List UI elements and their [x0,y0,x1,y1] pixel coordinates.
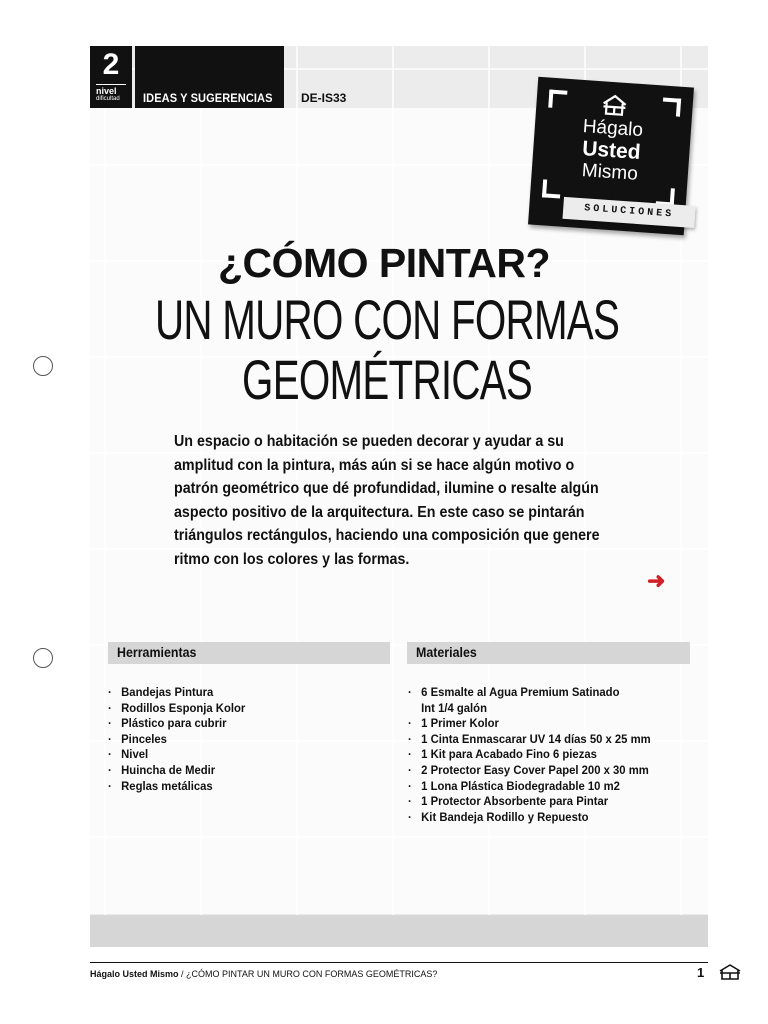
list-item: · Bandejas Pintura [108,685,245,701]
list-item: · 6 Esmalte al Agua Premium Satinado [408,685,651,701]
page-subtitle-line-2: GEOMÉTRICAS [242,348,533,411]
page-number: 1 [697,965,705,980]
bottom-band [90,915,708,947]
list-item: · Kit Bandeja Rodillo y Repuesto [408,810,651,826]
materials-list [408,685,666,825]
footer-title: ¿CÓMO PINTAR UN MURO CON FORMAS GEOMÉTRICAS? [186,969,438,979]
logo-line-2: Usted [581,137,642,165]
list-item: · Plástico para cubrir [108,716,245,732]
list-item: · Nivel [108,747,245,763]
house-icon [718,963,742,981]
list-item: · Reglas metálicas [108,779,245,795]
logo-ribbon: SOLUCIONES [563,197,696,228]
list-item: · Rodillos Esponja Kolor [108,701,245,717]
list-item: · 1 Protector Absorbente para Pintar [408,794,651,810]
list-item: · Huincha de Medir [108,763,245,779]
level-number: 2 [102,48,120,81]
difficulty-level-badge [90,46,132,108]
list-item: · 2 Protector Easy Cover Papel 200 x 30 mm [408,763,651,779]
tools-section-header [108,642,390,664]
logo-corner [662,97,681,116]
tools-heading: Herramientas [117,645,197,660]
materials-heading: Materiales [416,645,477,660]
list-item: · 1 Primer Kolor [408,716,651,732]
binder-hole-bottom [33,648,53,668]
brand-logo [528,77,694,236]
intro-paragraph: Un espacio o habitación se pueden decorar y ayudar a su amplitud con la pintura, más aún si se hace algún motivo o patrón geométrico que dé profundidad, ilumine o resalte algún aspecto positivo de la arquitectura. En este caso se pintarán triángulos rectángulos, haciendo una composición que genere ritmo con los colores y las formas. [174,433,600,568]
footer-brand: Hágalo Usted Mismo [90,969,179,979]
footer-caption [90,968,437,980]
list-item-continuation: Int 1/4 galón [421,700,487,715]
footer-divider [90,962,708,963]
list-item: · 1 Lona Plástica Biodegradable 10 m2 [408,779,651,795]
arrow-right-icon[interactable]: ➜ [647,568,666,593]
category-label: IDEAS Y SUGERENCIAS [143,91,273,105]
house-icon [600,93,629,117]
logo-line-3: Mismo [581,160,639,185]
tools-list [108,685,254,794]
logo-corner [542,179,561,198]
materials-section-header [407,642,690,664]
list-item: · 1 Cinta Enmascarar UV 14 días 50 x 25 mm [408,732,651,748]
level-label: nivel [96,86,117,96]
list-item: · 1 Kit para Acabado Fino 6 piezas [408,747,651,763]
page-subtitle-line-1: UN MURO CON FORMAS [155,288,620,351]
footer-separator: / [178,969,187,979]
logo-line-1: Hágalo [582,115,644,142]
document-code: DE-IS33 [301,91,347,105]
list-item: · Pinceles [108,732,245,748]
level-divider [96,84,126,85]
level-sublabel: dificultad [96,96,120,102]
logo-corner [548,90,567,109]
page-title: ¿CÓMO PINTAR? [217,240,551,286]
binder-hole-top [33,356,53,376]
